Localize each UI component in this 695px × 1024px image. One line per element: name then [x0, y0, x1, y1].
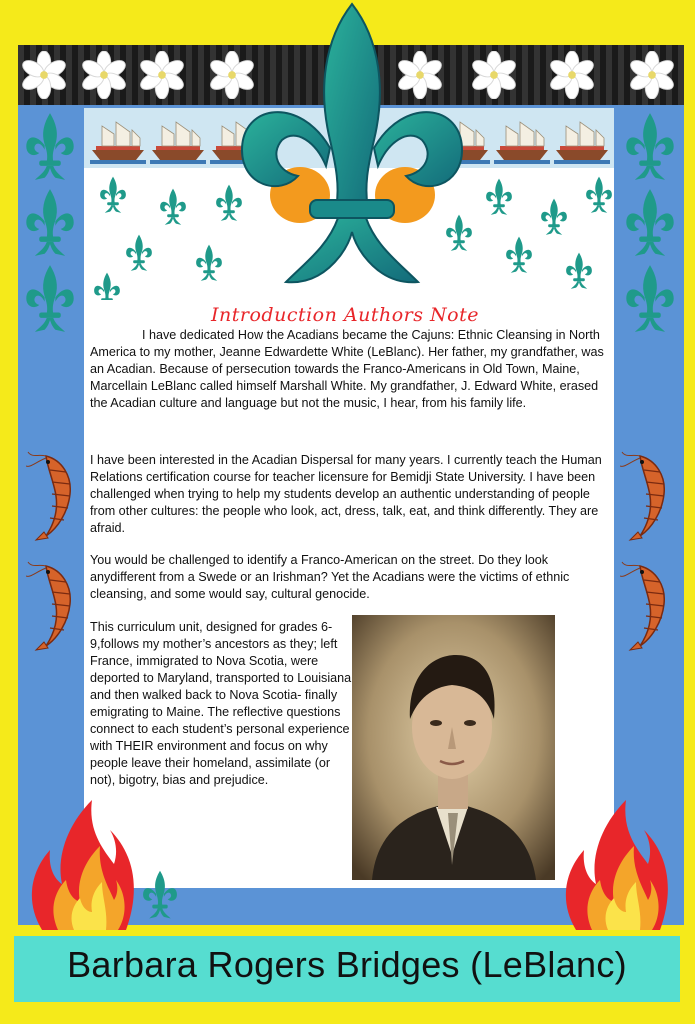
- grandfather-portrait-photo: [352, 615, 555, 880]
- paragraph-dedication: I have dedicated How the Acadians became the Cajuns: Ethnic Cleansing in North America to my mother, Jeanne Edwardette White (LeBlanc). Her father, my grandfather, was an Acadian. Because of persecution towards the Franco-Americans in Old Town, Maine, Marcellain LeBlanc called himself Marshall White. My grandfather, J. Edward White, erased the Acadian culture and language but not the music, I hear, from his family life.: [90, 328, 604, 410]
- fleur-de-lis-icon: [539, 198, 569, 236]
- fleur-de-lis-icon: [124, 234, 154, 272]
- crawfish-icon: [620, 450, 674, 542]
- fleur-de-lis-icon: [22, 264, 78, 334]
- lily-flower-icon: [470, 51, 518, 99]
- fleur-de-lis-icon: [140, 870, 180, 920]
- fleur-de-lis-icon: [158, 188, 188, 226]
- paragraph-curriculum: This curriculum unit, designed for grades 6-9,follows my mother’s ancestors as they; left France, immigrated to Nova Scotia, were deported to Maryland, transported to Louisiana and then walked back to Nova Scotia- finally emigrating to Maine. The reflective questions connect to each student’s personal experience with THEIR environment and focus on why people leave their homeland, assimilate (or not), bigotry, bias and prejudice.: [90, 620, 352, 787]
- fleur-de-lis-icon: [564, 252, 594, 290]
- fleur-de-lis-icon: [194, 244, 224, 282]
- paragraph-challenge: You would be challenged to identify a Franco-American on the street. Do they look anydifferent from a Swede or an Irishman? Yet the Acadians were the victims of ethnic cleansing, and some would say, cultural genocide.: [90, 553, 570, 601]
- crawfish-icon: [26, 560, 80, 652]
- large-fleur-de-lis-icon: [230, 0, 475, 300]
- sailing-ship-icon: [150, 120, 206, 164]
- lily-flower-icon: [138, 51, 186, 99]
- fleur-de-lis-icon: [504, 236, 534, 274]
- fleur-de-lis-icon: [622, 264, 678, 334]
- lily-flower-icon: [20, 51, 68, 99]
- lily-flower-icon: [80, 51, 128, 99]
- fleur-de-lis-icon: [622, 188, 678, 258]
- sailing-ship-icon: [90, 120, 146, 164]
- section-heading: Introduction Authors Note: [211, 304, 479, 326]
- crawfish-icon: [26, 450, 80, 542]
- sailing-ship-icon: [494, 120, 550, 164]
- fleur-de-lis-icon: [22, 112, 78, 182]
- lily-flower-icon: [628, 51, 676, 99]
- flame-icon: [22, 790, 142, 930]
- sailing-ship-icon: [554, 120, 610, 164]
- lily-flower-icon: [548, 51, 596, 99]
- fleur-de-lis-icon: [584, 176, 614, 214]
- flame-icon: [556, 790, 676, 930]
- fleur-de-lis-icon: [484, 178, 514, 216]
- paragraph-interest: I have been interested in the Acadian Dispersal for many years. I currently teach the Human Relations certification course for teacher licensure for Bemidji State University. I have been challenged when trying to help my students develop an authentic understanding of people from other cultures: the people who look, act, dress, talk, eat, and think differently. They are afraid.: [90, 453, 602, 535]
- fleur-de-lis-icon: [22, 188, 78, 258]
- fleur-de-lis-icon: [98, 176, 128, 214]
- author-name: Barbara Rogers Bridges (LeBlanc): [67, 944, 627, 985]
- crawfish-icon: [620, 560, 674, 652]
- fleur-de-lis-icon: [622, 112, 678, 182]
